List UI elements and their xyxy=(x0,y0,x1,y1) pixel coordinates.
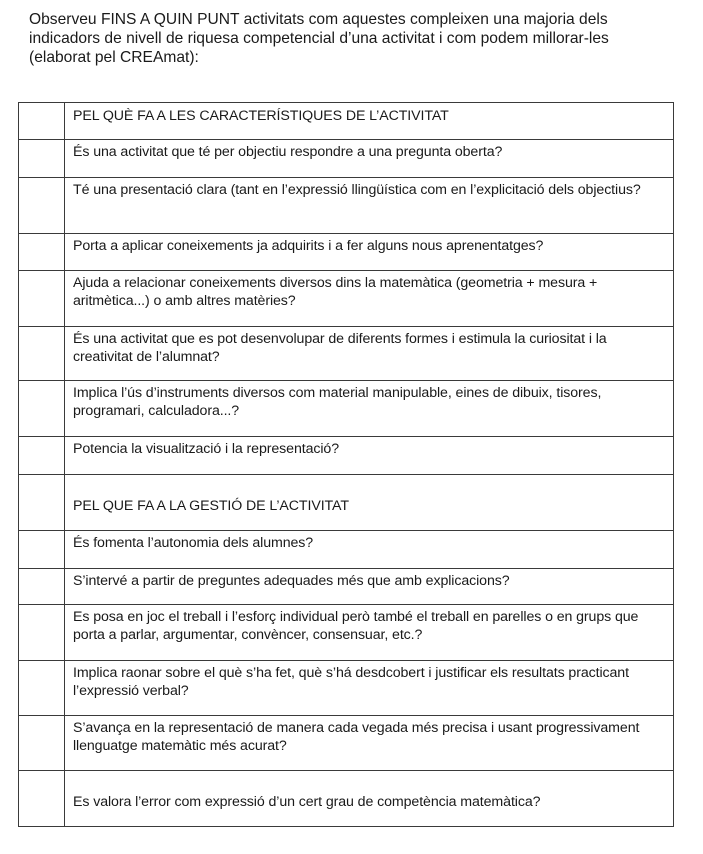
section-heading: PEL QUÈ FA A LES CARACTERÍSTIQUES DE L’ACTIVITAT xyxy=(65,103,674,140)
section-heading: PEL QUE FA A LA GESTIÓ DE L’ACTIVITAT xyxy=(65,475,674,531)
indicator-row xyxy=(19,234,674,271)
check-cell[interactable] xyxy=(19,771,65,827)
indicator-text: És fomenta l’autonomia dels alumnes? xyxy=(65,531,674,569)
indicator-text: S’intervé a partir de preguntes adequades més que amb explicacions? xyxy=(65,569,674,605)
check-cell[interactable] xyxy=(19,140,65,178)
indicator-row xyxy=(19,140,674,178)
indicator-text: És una activitat que té per objectiu respondre a una pregunta oberta? xyxy=(65,140,674,178)
indicator-row xyxy=(19,437,674,475)
check-cell[interactable] xyxy=(19,531,65,569)
check-cell[interactable] xyxy=(19,569,65,605)
indicator-row xyxy=(19,605,674,661)
indicator-text: Té una presentació clara (tant en l’expressió llingüística com en l’explicitació dels objectius? xyxy=(65,178,674,234)
check-cell[interactable] xyxy=(19,605,65,661)
indicators-checklist-table xyxy=(18,102,674,827)
indicator-row xyxy=(19,661,674,716)
check-cell[interactable] xyxy=(19,234,65,271)
check-cell[interactable] xyxy=(19,178,65,234)
check-cell[interactable] xyxy=(19,475,65,531)
indicator-text: És una activitat que es pot desenvolupar de diferents formes i estimula la curiositat i la creativitat de l’alumnat? xyxy=(65,327,674,381)
indicator-text: Ajuda a relacionar coneixements diversos dins la matemàtica (geometria + mesura + aritmètica...) o amb altres matèries? xyxy=(65,271,674,327)
section-heading-row xyxy=(19,103,674,140)
indicator-row xyxy=(19,531,674,569)
section-heading-row xyxy=(19,475,674,531)
check-cell[interactable] xyxy=(19,103,65,140)
indicator-text: Implica raonar sobre el què s’ha fet, què s’há desdcobert i justificar els resultats practicant l’expressió verbal? xyxy=(65,661,674,716)
indicator-row xyxy=(19,381,674,437)
check-cell[interactable] xyxy=(19,661,65,716)
indicator-row xyxy=(19,716,674,771)
indicator-text: Implica l’ús d’instruments diversos com material manipulable, eines de dibuix, tisores, programari, calculadora...? xyxy=(65,381,674,437)
indicator-row xyxy=(19,178,674,234)
indicator-text: Porta a aplicar coneixements ja adquirits i a fer alguns nous aprenentatges? xyxy=(65,234,674,271)
indicator-text: Es posa en joc el treball i l’esforç individual però també el treball en parelles o en grups que porta a parlar, argumentar, convèncer, consensuar, etc.? xyxy=(65,605,674,661)
indicator-text: S’avança en la representació de manera cada vegada més precisa i usant progressivament llenguatge matemàtic més acurat? xyxy=(65,716,674,771)
check-cell[interactable] xyxy=(19,437,65,475)
check-cell[interactable] xyxy=(19,381,65,437)
indicator-row xyxy=(19,327,674,381)
check-cell[interactable] xyxy=(19,716,65,771)
check-cell[interactable] xyxy=(19,271,65,327)
indicator-text: Potencia la visualització i la representació? xyxy=(65,437,674,475)
check-cell[interactable] xyxy=(19,327,65,381)
indicator-text: Es valora l’error com expressió d’un cert grau de competència matemàtica? xyxy=(65,771,674,827)
indicator-row xyxy=(19,569,674,605)
intro-paragraph: Observeu FINS A QUIN PUNT activitats com aquestes compleixen una majoria dels indicadors de nivell de riquesa competencial d’una activitat i com podem millorar-les (elaborat pel CREAmat): xyxy=(29,11,609,66)
indicator-row xyxy=(19,271,674,327)
indicator-row xyxy=(19,771,674,827)
